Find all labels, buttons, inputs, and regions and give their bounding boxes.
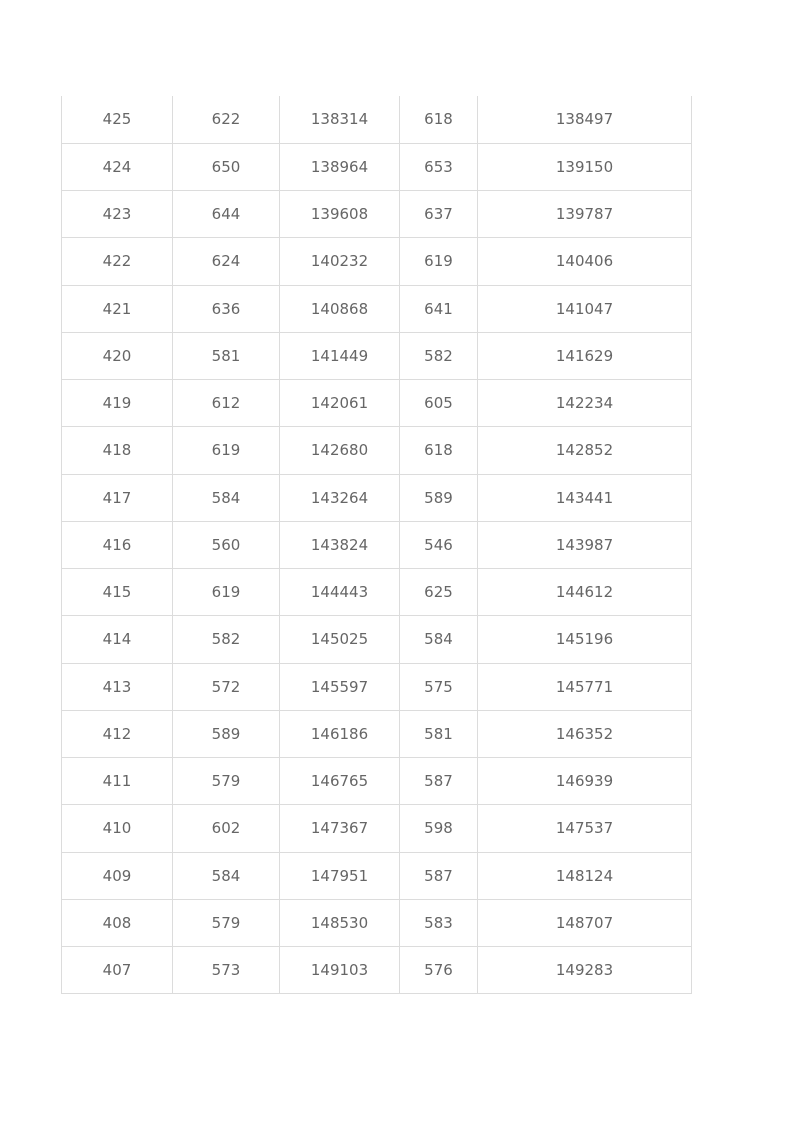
- table-row: [62, 238, 692, 285]
- count-cell-2: 637: [400, 191, 478, 238]
- score-cell: 411: [62, 758, 173, 805]
- table-row: [62, 569, 692, 616]
- cumulative-cell: 140868: [280, 285, 400, 332]
- table-row: [62, 143, 692, 190]
- table-row: [62, 380, 692, 427]
- table-row: [62, 332, 692, 379]
- score-cell: 417: [62, 474, 173, 521]
- count-cell-2: 598: [400, 805, 478, 852]
- table-row: [62, 805, 692, 852]
- cumulative-cell: 140232: [280, 238, 400, 285]
- cumulative-cell-2: 149283: [478, 947, 692, 994]
- score-cell: 408: [62, 899, 173, 946]
- table-row: [62, 852, 692, 899]
- score-cell: 414: [62, 616, 173, 663]
- table-row: [62, 521, 692, 568]
- count-cell: 579: [173, 758, 280, 805]
- score-cell: 418: [62, 427, 173, 474]
- cumulative-cell-2: 143441: [478, 474, 692, 521]
- score-cell: 421: [62, 285, 173, 332]
- cumulative-cell-2: 148707: [478, 899, 692, 946]
- score-cell: 420: [62, 332, 173, 379]
- table-row: [62, 758, 692, 805]
- score-cell: 413: [62, 663, 173, 710]
- table-row: [62, 947, 692, 994]
- count-cell: 619: [173, 569, 280, 616]
- count-cell-2: 618: [400, 427, 478, 474]
- cumulative-cell-2: 139150: [478, 143, 692, 190]
- cumulative-cell-2: 142234: [478, 380, 692, 427]
- cumulative-cell: 148530: [280, 899, 400, 946]
- count-cell-2: 653: [400, 143, 478, 190]
- cumulative-cell: 141449: [280, 332, 400, 379]
- count-cell: 581: [173, 332, 280, 379]
- cumulative-cell: 139608: [280, 191, 400, 238]
- cumulative-cell: 143264: [280, 474, 400, 521]
- score-cell: 410: [62, 805, 173, 852]
- table-body: [62, 96, 692, 994]
- cumulative-cell: 147367: [280, 805, 400, 852]
- table-row: [62, 427, 692, 474]
- count-cell-2: 587: [400, 758, 478, 805]
- count-cell-2: 641: [400, 285, 478, 332]
- cumulative-cell: 145597: [280, 663, 400, 710]
- table-row: [62, 96, 692, 143]
- cumulative-cell-2: 139787: [478, 191, 692, 238]
- cumulative-cell: 143824: [280, 521, 400, 568]
- count-cell-2: 581: [400, 710, 478, 757]
- score-distribution-table: [61, 96, 692, 994]
- count-cell: 644: [173, 191, 280, 238]
- cumulative-cell: 138964: [280, 143, 400, 190]
- score-cell: 415: [62, 569, 173, 616]
- count-cell: 579: [173, 899, 280, 946]
- cumulative-cell-2: 146939: [478, 758, 692, 805]
- count-cell-2: 587: [400, 852, 478, 899]
- cumulative-cell: 145025: [280, 616, 400, 663]
- table-row: [62, 616, 692, 663]
- cumulative-cell-2: 141047: [478, 285, 692, 332]
- cumulative-cell: 138314: [280, 96, 400, 143]
- count-cell: 602: [173, 805, 280, 852]
- count-cell: 584: [173, 852, 280, 899]
- cumulative-cell: 149103: [280, 947, 400, 994]
- count-cell: 573: [173, 947, 280, 994]
- table-row: [62, 474, 692, 521]
- count-cell-2: 546: [400, 521, 478, 568]
- table-row: [62, 285, 692, 332]
- cumulative-cell: 146765: [280, 758, 400, 805]
- count-cell: 560: [173, 521, 280, 568]
- count-cell-2: 589: [400, 474, 478, 521]
- cumulative-cell-2: 146352: [478, 710, 692, 757]
- cumulative-cell-2: 144612: [478, 569, 692, 616]
- count-cell: 584: [173, 474, 280, 521]
- score-cell: 425: [62, 96, 173, 143]
- table-row: [62, 663, 692, 710]
- score-cell: 412: [62, 710, 173, 757]
- cumulative-cell-2: 145771: [478, 663, 692, 710]
- count-cell: 582: [173, 616, 280, 663]
- count-cell-2: 619: [400, 238, 478, 285]
- score-cell: 407: [62, 947, 173, 994]
- count-cell: 612: [173, 380, 280, 427]
- count-cell: 619: [173, 427, 280, 474]
- count-cell: 572: [173, 663, 280, 710]
- cumulative-cell: 142680: [280, 427, 400, 474]
- score-cell: 422: [62, 238, 173, 285]
- table-row: [62, 191, 692, 238]
- cumulative-cell-2: 145196: [478, 616, 692, 663]
- count-cell-2: 605: [400, 380, 478, 427]
- score-cell: 416: [62, 521, 173, 568]
- score-cell: 419: [62, 380, 173, 427]
- cumulative-cell: 147951: [280, 852, 400, 899]
- cumulative-cell-2: 143987: [478, 521, 692, 568]
- cumulative-cell: 144443: [280, 569, 400, 616]
- count-cell-2: 575: [400, 663, 478, 710]
- count-cell-2: 582: [400, 332, 478, 379]
- cumulative-cell: 142061: [280, 380, 400, 427]
- score-cell: 424: [62, 143, 173, 190]
- count-cell: 624: [173, 238, 280, 285]
- count-cell-2: 618: [400, 96, 478, 143]
- count-cell-2: 625: [400, 569, 478, 616]
- count-cell-2: 583: [400, 899, 478, 946]
- count-cell: 650: [173, 143, 280, 190]
- count-cell: 636: [173, 285, 280, 332]
- count-cell: 589: [173, 710, 280, 757]
- score-cell: 409: [62, 852, 173, 899]
- count-cell-2: 584: [400, 616, 478, 663]
- cumulative-cell-2: 148124: [478, 852, 692, 899]
- cumulative-cell: 146186: [280, 710, 400, 757]
- cumulative-cell-2: 138497: [478, 96, 692, 143]
- cumulative-cell-2: 147537: [478, 805, 692, 852]
- score-cell: 423: [62, 191, 173, 238]
- cumulative-cell-2: 141629: [478, 332, 692, 379]
- table-row: [62, 710, 692, 757]
- cumulative-cell-2: 142852: [478, 427, 692, 474]
- table-row: [62, 899, 692, 946]
- count-cell-2: 576: [400, 947, 478, 994]
- cumulative-cell-2: 140406: [478, 238, 692, 285]
- count-cell: 622: [173, 96, 280, 143]
